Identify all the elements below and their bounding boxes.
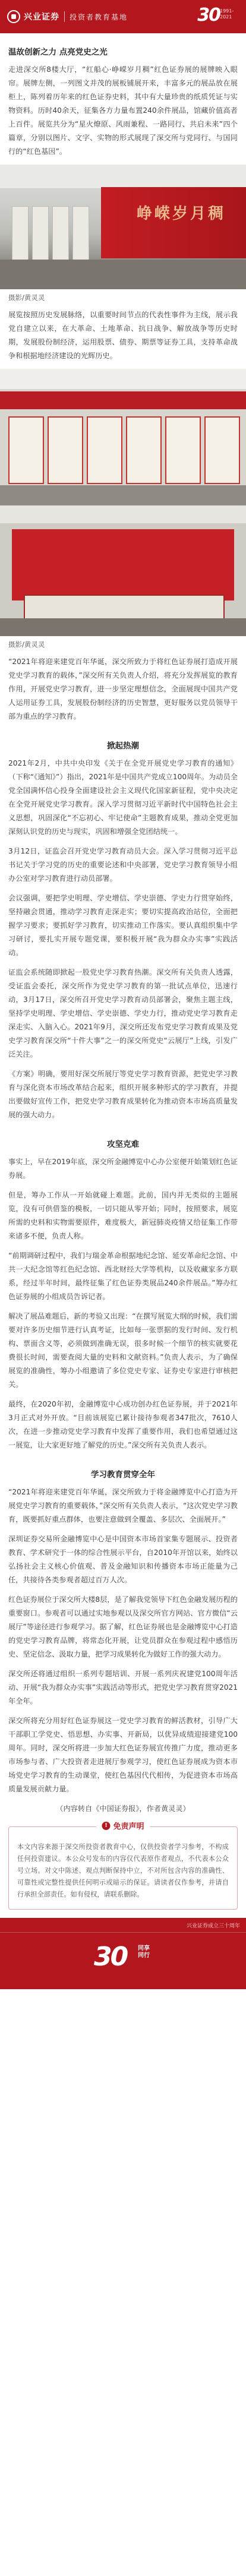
paragraph: 《方案》明确，要用好深交所展厅等党史学习教育资源，把党史学习教育与深化资本市场改革结合起来，组织开展多种形式的学习教育，并提出要做好宣传工作，把党史学习教育成果转化为推动资本市场高质量发展的强大动力。 [8,1070,238,1119]
header-banner [0,0,246,33]
footer-tagline [138,1945,150,1959]
paragraph: 证监会系统随即掀起一股党史学习教育热潮。深交所有关负责人透露，受证监会委托，深交所作为党史学习教育的第一批试点单位，迅速行动，3月17日，深交所召开党史学习教育动员部署会，聚焦主题主线，坚持学史明理、学史增信、学史崇德、学史力行，推动党史学习教育走深走实、入脑入心。2021年9月，深交所还发布党史学习教育成果及党史学习教育深交所“十件大事”之一的深交所党史“云展厅”上线，引发广泛关注。 [8,968,238,1058]
section-title-1: 温故创新之力 点亮党史之光 [8,48,108,57]
brand-name: 兴业证券 [24,12,59,22]
anniversary-number: 30 [197,5,220,26]
paragraph: 但是，筹办工作从一开始就碰上难题。此前，国内并无类似的主题展览，没有可供借鉴的模板，一切只能从零开始；同时，按照要求，展览所需的史料和实物需要原件，难度极大，新冠肺炎疫情又给征集工作带来诸多不便，负责人称。 [8,1191,238,1240]
paragraph: “2021年将迎来建党百年华诞，深交所致力于将金融博览中心打造为开展党史学习教育的重要载体，”深交所有关负责人表示，“这次党史学习教育，既要抓好重点群体，也要注意做到全覆盖、多层次、全面展开。” [8,1488,238,1524]
brand-logo-icon [7,10,20,23]
paragraph: 红色证券展位于深交所大楼8层，是了解我党领导下红色金融发展历程的重要窗口。参观者可以通过实地参观以及深交所官方网站、官方微信“云展厅”等途径进行参观学习。据了解，红色证券展也是金融博览中心打造的党史学习教育品牌，将常态化开展，让党员群众在参观过程中感悟历史、坚定信念、汲取力量，把学习成果转化为做好工作的强大动力。 [8,1595,238,1658]
article-source: （内容转自《中国证券报》，作者黄灵灵） [56,1804,190,1813]
paragraph: 会议强调，要把学史明理、学史增信、学史崇德、学史力行贯穿始终，坚持融会贯通，推动学习教育走深走实；要切实提高政治站位，全面把握学习要求；要抓好学习教育，切实推动工作落实。要认真组织集中学习研讨，要扎实开展专题党课，要积极开展“我为群众办实事”实践活动。 [8,894,238,957]
disclaimer-box [8,1822,238,1910]
paragraph: “2021年将迎来建党百年华诞，深交所致力于将红色证券展打造成开展党史学习教育的载体，”深交所有关负责人介绍，将充分发挥展览的教育作用，开展党史学习教育，进一步坚定理想信念，全面展现中国共产党人运用证券工具，发展股份制经济的历史智慧，更好服务以党员领导干部为重点的学习教育。 [8,658,238,720]
paragraph: “前期调研过程中，我们与瑞金革命根据地纪念馆、延安革命纪念馆、中共一大纪念馆等红色纪念馆、西北财经大学等机构，以及收藏家多方联系，经过半年时间，最终征集了红色证券类展品240余件展品。”筹办红色证券展的小组成员告诉记者。 [8,1251,238,1301]
disclaimer-title: 免责声明 [113,1822,144,1831]
paragraph: 最终，在2020年初，金融博览中心成功创办红色证券展，并于2021年3月正式对外开放。“目前该展览已累计接待参观者347批次，7610人次，在进一步推动党史学习教育中发挥了重要作用，我们也希望通过这一展览，让大家更好地了解党的历史。”深交所有关负责人表示。 [8,1400,238,1449]
paragraph: 2021年2月，中共中央印发《关于在全党开展党史学习教育的通知》（下称“《通知》”）指出，2021年是中国共产党成立100周年。为动员全党全国满怀信心投身全面建设社会主义现代化国家新征程，党中央决定在全党开展党史学习教育。深入学习贯彻习近平新时代中国特色社会主义思想，巩固深化“不忘初心、牢记使命”主题教育成果，推动全党更加深刻认识党的历史与现实，巩固和增强全党团结统一。 [8,759,238,836]
info-icon: ! [102,1822,110,1830]
exhibition-photo-2 [0,369,246,505]
section-title-4: 学习教育贯穿全年 [91,1470,155,1480]
paragraph: 深交所将充分用好红色证券展这一党史学习教育的鲜活教材，引导广大干部职工学党史、悟思想、办实事、开新局，以优异成绩迎接建党100周年。同时，深交所将进一步加大红色证券展宣传推广力度，推动更多市场参与者、广大投资者走进展厅参观学习，使红色证券展成为资本市场党史学习教育的生动课堂，使红色基因代代相传，为促进资本市场高质量发展贡献力量。 [8,1717,238,1793]
paragraph: 深交所还将通过组织一系列专题培训、开展一系列庆祝建党100周年活动、开展“我为群众办实事”实践活动等形式，把党史学习教育贯穿2021年全年。 [8,1670,238,1705]
paragraph: 展览按照历史发展脉络，以重要时间节点的代表性事件为主线，展示我党自建立以来，在大革命、土地革命、抗日战争、解放战争等历史时期，发展股份制经济，运用股票、债券、期票等证券工具，支持革命战争和根据地经济建设的光辉历史。 [8,311,238,360]
paragraph: 走进深交所8楼大厅，“红船心·峥嵘岁月稠”红色证券展的展牌映入眼帘。展牌左侧，一列图文并茂的展板铺展开来，丰富多元的展品放在展柜上，陈列着历年来的红色证券史料，其中有大量珍贵的纸质凭证与实物资料。历时40余天，征集各方力量布置240余件展品，馆藏价值高者上百件。展览共分为“星火燎原、风雨兼程、一路同行、共启未来”四个篇章，分别以图片、文字、实物的形式展现了深交所与党同行、与国同行的“红色基因”。 [8,65,238,156]
anniversary-years: 1991-2021 [220,8,234,20]
paragraph: 深圳证券交易所金融博览中心是中国资本市场首家集专题展示、投资者教育、学术研究于一体的综合性展示平台，自2010年开馆以来，始终以弘扬社会主义核心价值观、普及金融知识和传播资本市场正能量为己任，共接待各类参观者超过百万人次。 [8,1535,238,1584]
section-title-2: 掀起热潮 [107,741,139,751]
footer-tag-line-2: 同行 [138,1952,150,1959]
exhibition-photo-3 [0,505,246,636]
disclaimer-header [96,1820,150,1831]
paragraph: 3月12日，证监会召开党史学习教育动员大会。深入学习贯彻习近平总书记关于学习党的历史的重要论述和中央部署，党史学习教育领导小组办公室对学习教育进行动员部署。 [8,847,238,883]
photo-caption: 摄影/黄灵灵 [8,640,45,649]
footer-note: 兴业证券成立三十周年 [186,1923,240,1929]
footer-anniversary-number: 30 [94,1942,127,1972]
disclaimer-text: 本文内容来源于深交所投资者教育中心，仅供投资者学习参考，不构成任何投资建议。本公众号发布的内容仅代表原作者观点，不代表本公众号立场。对文中陈述、观点判断保持中立，不对所包含内容的准确性、可靠性或完整性提供任何明示或暗示的保证。请读者仅作参考，并请自行承担全部责任。如有侵权，请联系删除。 [17,1843,229,1898]
footer-banner [0,1918,246,1989]
header-divider [64,11,65,22]
section-title-3: 攻坚克难 [107,1140,139,1149]
paragraph: 事实上，早在2019年底，深交所金融博览中心办公室便开始策划红色证券展。 [8,1158,238,1180]
photo-caption: 摄影/黄灵灵 [8,293,45,302]
header-slogan: 投资者教育基地 [70,12,128,21]
paragraph: 解决了展品难题后，新的考验又出现：“在撰写展览大纲的时候，我们需要对许多历史细节进行认真考证，比如每一张票据的发行时间、发行机构、票面含义等，必须做到准确无误，很多时候一个细节的核实就要花费很长时间，需要查阅大量的史料和文献资料。”负责人表示，为了确保展览的准确性，筹办小组邀请了多位党史专家、证券史专家进行审核把关。 [8,1312,238,1389]
footer-tag-line-1: 同享 [138,1945,150,1952]
anniversary-badge [187,4,238,30]
exhibition-photo-1: 峥嵘岁月稠 [0,165,246,289]
